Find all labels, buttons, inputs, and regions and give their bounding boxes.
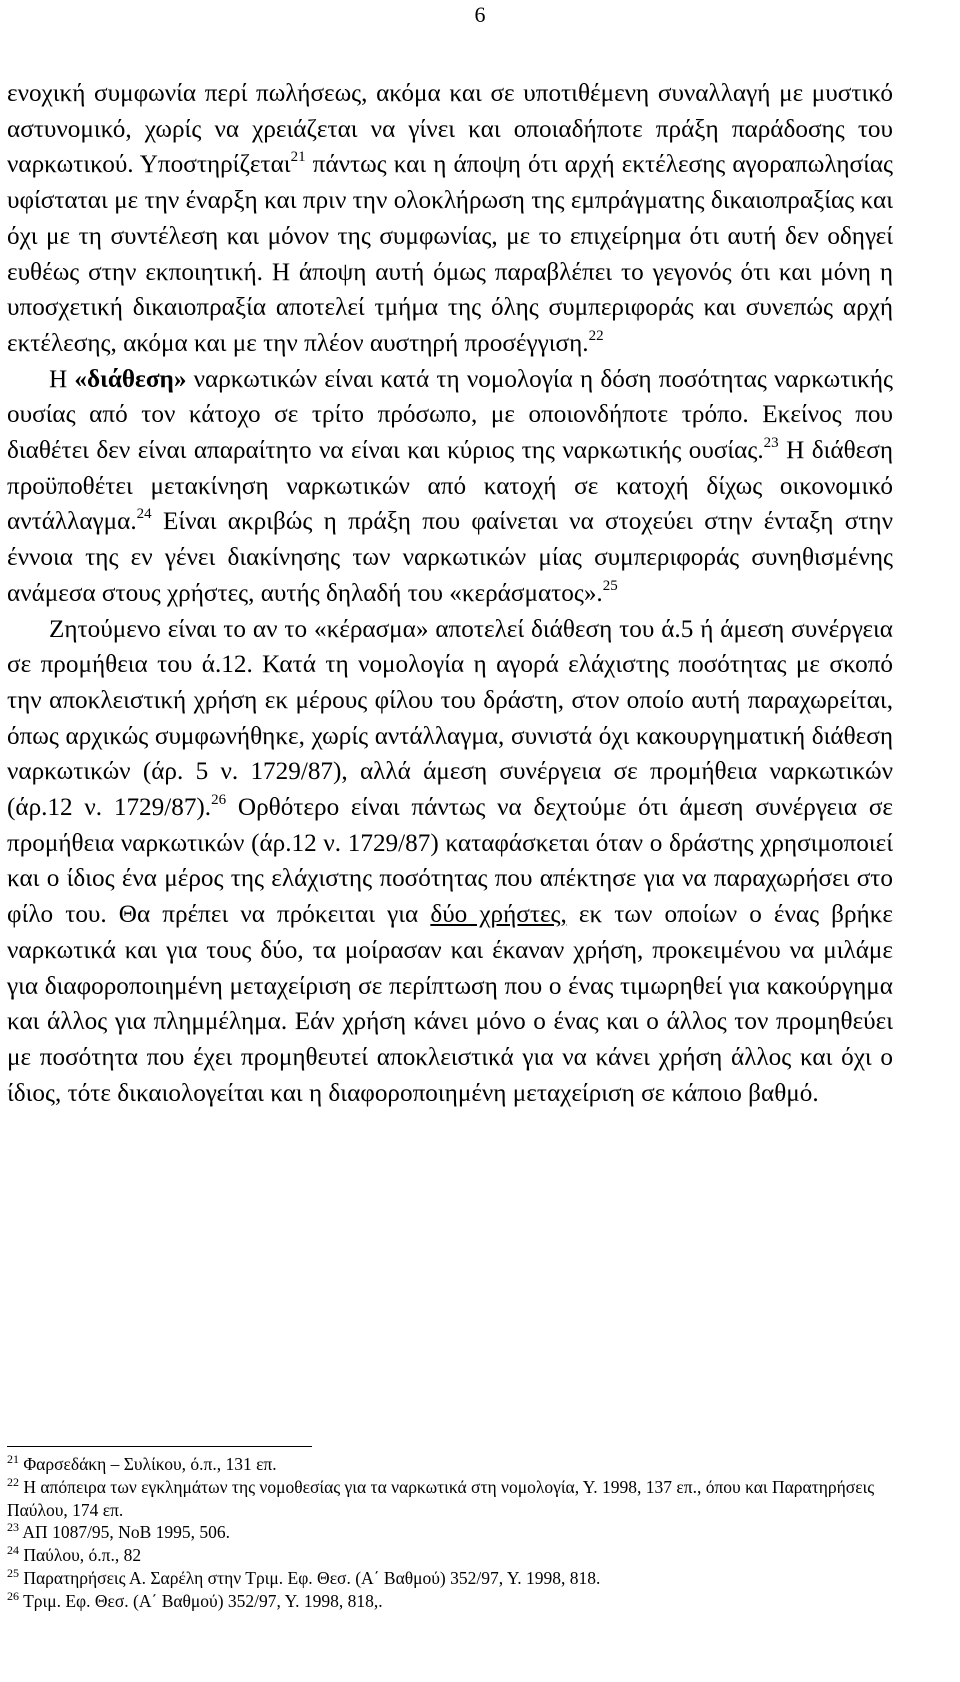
footnote-number: 24	[7, 1543, 19, 1558]
paragraph-text: Ορθότερο είναι πάντως να δεχτούμε ότι άμεση συνέργεια σε προμήθεια ναρκωτικών (άρ.12 ν. 1729/87) καταφάσκεται όταν ο δράστης χρησιμοποιεί και ο ίδιος ένα μέρος της ελάχιστης ποσότητας που απέκτησε για να παραχωρήσει στο φίλο του. Θα πρέπει να πρόκειται για	[7, 794, 893, 929]
footnote-number: 26	[7, 1588, 19, 1603]
body-text	[7, 76, 893, 1111]
footnote-ref: 22	[588, 327, 604, 344]
footnote-25	[7, 1567, 893, 1590]
footnote-text: Η απόπειρα των εγκλημάτων της νομοθεσίας για τα ναρκωτικά στη νομολογία, Υ. 1998, 137 επ., όπου και Παρατηρήσεις Παύλου, 174 επ.	[7, 1476, 875, 1520]
paragraph-3	[7, 612, 893, 1112]
underlined-text: δύο χρήστες,	[430, 901, 567, 929]
paragraph-text: Ζητούμενο είναι το αν το «κέρασμα» αποτελεί διάθεση του ά.5 ή άμεση συνέργεια σε προμήθεια του ά.12. Κατά τη νομολογία η αγορά ελάχιστης ποσότητας με σκοπό την αποκλειστική χρήση εκ μέρους φίλου του δράστη, στον οποίο αυτή παραχωρείται, όπως αρχικώς συμφωνήθηκε, χωρίς αντάλλαγμα, συνιστά όχι κακουργηματική διάθεση ναρκωτικών (άρ. 5 ν. 1729/87), αλλά άμεση συνέργεια σε προμήθεια ναρκωτικών (άρ.12 ν. 1729/87).	[7, 615, 893, 822]
footnote-text: ΑΠ 1087/95, ΝοΒ 1995, 506.	[22, 1522, 230, 1543]
footnote-number: 22	[7, 1474, 19, 1489]
footnote-number: 21	[7, 1452, 19, 1466]
footnote-ref: 21	[290, 149, 306, 166]
paragraph-text: ενοχική συμφωνία περί πωλήσεως, ακόμα και σε υποτιθέμενη συναλλαγή με μυστικό αστυνομικό, χωρίς να χρειάζεται να γίνει και οποιαδήποτε πράξη παράδοσης του ναρκωτικού. Υποστηρίζεται	[7, 80, 893, 179]
footnote-21	[7, 1453, 893, 1476]
footnote-22	[7, 1476, 893, 1522]
footnote-text: Φαρσεδάκη – Συλίκου, ό.π., 131 επ.	[23, 1454, 277, 1474]
footnote-text: Τριμ. Εφ. Θεσ. (Α΄ Βαθμού) 352/97, Υ. 1998, 818,.	[23, 1590, 383, 1611]
footnote-23	[7, 1521, 893, 1544]
paragraph-text: εκ των οποίων ο ένας βρήκε ναρκωτικά και για τους δύο, τα μοίρασαν και έκαναν χρήση, προκειμένου να μιλάμε για διαφοροποιημένη μεταχείριση σε περίπτωση που ο ένας τιμωρηθεί για κακούργημα και άλλος για πλημμέλημα. Εάν χρήση κάνει μόνο ο ένας και ο άλλος τον προμηθεύει με ποσότητα που έχει προμηθευτεί αποκλειστικά για να κάνει χρήση άλλος και όχι ο ίδιος, τότε δικαιολογείται και η διαφοροποιημένη μεταχείριση σε κάποιο βαθμό.	[7, 901, 893, 1107]
footnote-ref: 26	[211, 792, 227, 809]
footnote-ref: 24	[136, 506, 152, 523]
footnote-ref: 23	[763, 435, 779, 452]
footnote-number: 25	[7, 1565, 19, 1580]
paragraph-text: ναρκωτικών είναι κατά τη νομολογία η δόση ποσότητας ναρκωτικής ουσίας από τον κάτοχο σε τρίτο πρόσωπο, με οποιονδήποτε τρόπο. Εκείνος που διαθέτει δεν είναι απαραίτητο να είναι και κύριος της ναρκωτικής ουσίας.	[7, 365, 893, 465]
footnote-24	[7, 1544, 893, 1567]
paragraph-text: Η	[49, 365, 75, 393]
footnote-26	[7, 1590, 893, 1613]
footnotes	[7, 1446, 893, 1613]
paragraph-text: πάντως και η άποψη ότι αρχή εκτέλεσης αγοραπωλησίας υφίσταται με την έναρξη και πριν την ολοκλήρωση της εμπράγματης δικαιοπραξίας και όχι με τη συντέλεση και μόνον της συμφωνίας, με το επιχείρημα ότι αυτή δεν οδηγεί ευθέως στην εκποιητική. Η άποψη αυτή όμως παραβλέπει το γεγονός ότι και μόνη η υποσχετική δικαιοπραξία αποτελεί τμήμα της όλης συμπεριφοράς και συνεπώς αρχή εκτέλεσης, ακόμα και με την πλέον αυστηρή προσέγγιση.	[7, 151, 894, 357]
footnote-text: Παύλου, ό.π., 82	[23, 1545, 142, 1566]
footnote-text: Παρατηρήσεις Α. Σαρέλη στην Τριμ. Εφ. Θεσ. (Α΄ Βαθμού) 352/97, Υ. 1998, 818.	[23, 1567, 601, 1588]
footnote-number: 23	[7, 1520, 19, 1535]
paragraph-1	[7, 76, 893, 362]
page-number: 6	[474, 2, 486, 27]
paragraph-text: Είναι ακριβώς η πράξη που φαίνεται να στοχεύει στην ένταξη στην έννοια της εν γένει διακίνησης των ναρκωτικών μίας συμπεριφοράς συνηθισμένης ανάμεσα στους χρήστες, αυτής δηλαδή του «κεράσματος».	[7, 508, 893, 607]
paragraph-text: Η διάθεση προϋποθέτει μετακίνηση ναρκωτικών από κατοχή σε κατοχή δίχως οικονομικό αντάλλαγμα.	[7, 437, 893, 536]
footnote-ref: 25	[602, 577, 618, 594]
bold-term: «διάθεση»	[74, 365, 187, 393]
paragraph-2	[7, 362, 893, 612]
footnote-divider	[7, 1446, 312, 1447]
